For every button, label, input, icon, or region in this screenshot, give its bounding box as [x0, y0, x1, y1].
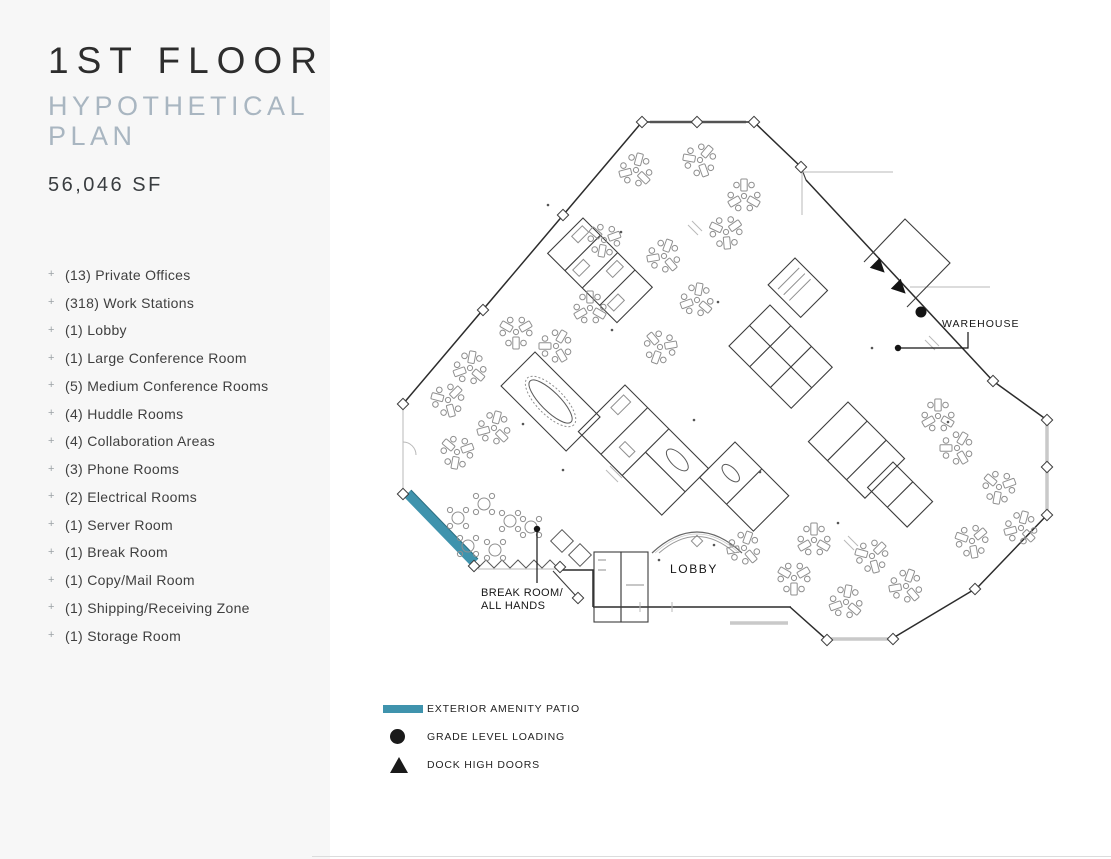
workstation-pod	[946, 515, 998, 568]
program-item	[48, 261, 314, 289]
workstation-pod	[674, 134, 727, 186]
cafe-table	[473, 493, 494, 514]
lobby-label: LOBBY	[670, 562, 719, 576]
cafe-table	[499, 510, 520, 531]
central-core-block	[578, 385, 708, 515]
workstation-pod	[447, 348, 492, 389]
workstation-pod	[881, 563, 930, 609]
large-conference-room	[501, 352, 600, 451]
program-item	[48, 483, 314, 511]
bullet-icon: +	[48, 323, 55, 336]
bullet-icon: +	[48, 545, 55, 558]
workstation-pod	[794, 523, 834, 557]
legend-item	[383, 699, 580, 718]
program-item-label: (4) Huddle Rooms	[65, 405, 184, 422]
workstation-pod	[976, 463, 1022, 512]
program-item	[48, 594, 314, 622]
private-offices-block	[548, 218, 653, 323]
bullet-icon: +	[48, 434, 55, 447]
square-table	[551, 530, 574, 553]
break-room-label-line-2: ALL HANDS	[481, 600, 546, 612]
workstation-pod	[639, 324, 680, 369]
program-item-label: (1) Server Room	[65, 516, 173, 533]
column-dot	[871, 347, 874, 350]
column-dot	[658, 559, 661, 562]
warehouse-leader	[895, 318, 1020, 351]
workstation-pod	[719, 525, 768, 571]
column-dot	[759, 471, 762, 474]
break-room-label-line-1: BREAK ROOM/	[481, 587, 564, 599]
program-item	[48, 539, 314, 567]
workstation-pod	[769, 552, 819, 604]
bullet-icon: +	[48, 407, 55, 420]
dock-high-doors-icon	[390, 757, 408, 773]
bullet-icon: +	[48, 379, 55, 392]
workstation-pod	[674, 280, 719, 321]
diamond-tables-layer	[551, 530, 592, 567]
workstation-pod	[931, 423, 983, 473]
column-dot	[717, 301, 720, 304]
legend-symbol-box	[383, 729, 427, 744]
columns-layer	[522, 204, 950, 562]
column-dot	[522, 423, 525, 426]
program-item	[48, 511, 314, 539]
workstation-pod	[918, 399, 958, 433]
column-dot	[837, 522, 840, 525]
huddle-rooms-block	[700, 442, 789, 531]
floor-plan-svg	[330, 60, 1111, 700]
workstation-pod	[846, 530, 898, 582]
warehouse-label: WAREHOUSE	[942, 318, 1020, 330]
bullet-icon: +	[48, 462, 55, 475]
program-item-label: (1) Break Room	[65, 544, 169, 561]
column-pier	[1041, 461, 1052, 472]
restroom-core	[768, 258, 827, 317]
legend-item	[383, 755, 580, 774]
legend-item-label: EXTERIOR AMENITY PATIO	[427, 702, 580, 715]
program-item	[48, 566, 314, 594]
column-pier	[691, 116, 702, 127]
page-subtitle	[48, 91, 314, 151]
bullet-icon: +	[48, 296, 55, 309]
column-dot	[947, 421, 950, 424]
bullet-icon: +	[48, 601, 55, 614]
workstation-pod	[612, 148, 659, 192]
bullet-icon: +	[48, 490, 55, 503]
legend-item-label: DOCK HIGH DOORS	[427, 758, 540, 771]
medium-conference-block	[729, 305, 832, 408]
program-item	[48, 455, 314, 483]
bullet-icon: +	[48, 573, 55, 586]
loading-markers	[870, 258, 927, 318]
bullet-icon: +	[48, 268, 55, 281]
bottom-divider	[312, 856, 1111, 857]
program-item-label: (1) Storage Room	[65, 627, 182, 644]
workstations-layer	[422, 134, 1045, 622]
square-table	[569, 544, 592, 567]
workstation-pod	[530, 321, 582, 371]
program-item-label: (1) Large Conference Room	[65, 350, 247, 367]
server-copy-block	[868, 462, 933, 527]
cafe-table	[447, 507, 468, 528]
column-dot	[562, 469, 565, 472]
workstation-pod	[491, 306, 541, 358]
legend	[383, 699, 580, 774]
program-item-label: (4) Collaboration Areas	[65, 433, 216, 450]
legend-symbol-box	[383, 757, 427, 773]
sidebar	[48, 40, 325, 650]
workstation-pod	[997, 506, 1044, 550]
column-dot	[620, 231, 623, 234]
program-item-label: (1) Lobby	[65, 322, 127, 339]
program-item	[48, 289, 314, 317]
patio-bar-icon	[383, 705, 423, 713]
lobby-arc	[652, 532, 742, 553]
program-item	[48, 372, 314, 400]
subtitle-line-2: PLAN	[48, 121, 137, 151]
program-item	[48, 428, 314, 456]
legend-item	[383, 727, 580, 746]
workstation-pod	[422, 374, 474, 426]
lobby-label-group	[670, 562, 718, 576]
program-item-label: (1) Copy/Mail Room	[65, 572, 195, 589]
grade-level-loading-icon	[916, 307, 927, 318]
workstation-pod	[724, 179, 764, 213]
workstation-pod	[434, 428, 480, 477]
program-item-label: (5) Medium Conference Rooms	[65, 377, 269, 394]
legend-symbol-box	[383, 705, 427, 713]
workstation-pod	[470, 406, 517, 450]
page-title: 1ST FLOOR	[48, 40, 325, 81]
column-dot	[693, 419, 696, 422]
program-item-label: (1) Shipping/Receiving Zone	[65, 599, 250, 616]
program-item-label: (2) Electrical Rooms	[65, 488, 198, 505]
program-item-label: (13) Private Offices	[65, 266, 191, 283]
cafe-table	[484, 539, 505, 560]
area-label: 56,046 SF	[48, 174, 163, 196]
column-dot	[611, 329, 614, 332]
column-pier	[554, 561, 565, 572]
program-item	[48, 400, 314, 428]
legend-item-label: GRADE LEVEL LOADING	[427, 730, 565, 743]
column-pier	[1041, 414, 1052, 425]
subtitle-line-1: HYPOTHETICAL	[48, 91, 310, 121]
program-item-label: (318) Work Stations	[65, 294, 195, 311]
workstation-pod	[823, 582, 868, 623]
bullet-icon: +	[48, 351, 55, 364]
program-item-label: (3) Phone Rooms	[65, 461, 180, 478]
program-item	[48, 317, 314, 345]
column-dot	[547, 204, 550, 207]
program-item	[48, 344, 314, 372]
program-item	[48, 622, 314, 650]
program-list	[48, 261, 314, 650]
bullet-icon: +	[48, 629, 55, 642]
grade-level-loading-icon	[390, 729, 405, 744]
workstation-pod	[639, 233, 688, 279]
workstation-pod	[700, 206, 751, 258]
bullet-icon: +	[48, 518, 55, 531]
office-block-right	[808, 402, 904, 498]
